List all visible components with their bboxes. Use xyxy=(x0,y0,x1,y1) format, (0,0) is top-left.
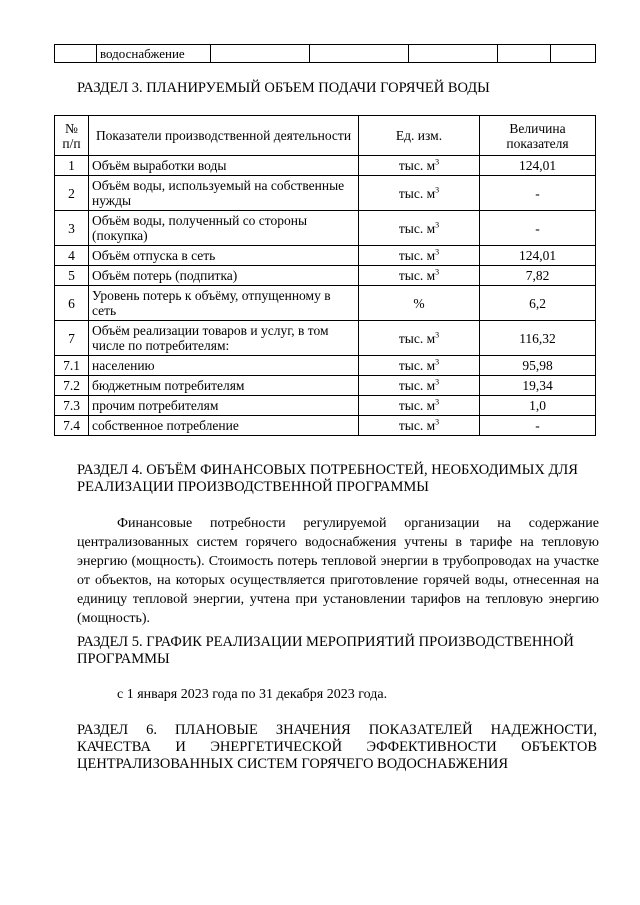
unit-superscript: 3 xyxy=(435,417,440,427)
row-value: 19,34 xyxy=(480,376,596,396)
row-unit xyxy=(359,321,480,356)
row-value: 6,2 xyxy=(480,286,596,321)
row-unit xyxy=(359,416,480,436)
row-unit xyxy=(359,396,480,416)
unit-text: тыс. м xyxy=(398,268,436,283)
row-unit xyxy=(359,376,480,396)
row-num: 7.3 xyxy=(55,396,89,416)
table-header-row xyxy=(55,116,596,156)
row-value: 1,0 xyxy=(480,396,596,416)
row-name: Объём реализации товаров и услуг, в том числе по потребителям: xyxy=(89,321,359,356)
row-num: 7.2 xyxy=(55,376,89,396)
row-num: 7 xyxy=(55,321,89,356)
row-num: 4 xyxy=(55,246,89,266)
section3-title: РАЗДЕЛ 3. ПЛАНИРУЕМЫЙ ОБЪЕМ ПОДАЧИ ГОРЯЧЕЙ ВОДЫ xyxy=(77,80,490,96)
row-name: Объём потерь (подпитка) xyxy=(89,266,359,286)
row-value: 124,01 xyxy=(480,246,596,266)
row-name: Уровень потерь к объёму, отпущенному в сеть xyxy=(89,286,359,321)
row-name: собственное потребление xyxy=(89,416,359,436)
row-num: 3 xyxy=(55,211,89,246)
row-num: 1 xyxy=(55,156,89,176)
table-row xyxy=(55,266,596,286)
unit-superscript: 3 xyxy=(435,377,440,387)
unit-text: тыс. м xyxy=(398,398,436,413)
table-row xyxy=(55,286,596,321)
unit-text: тыс. м xyxy=(398,418,436,433)
table-cell xyxy=(409,45,498,63)
row-unit xyxy=(359,246,480,266)
row-name: Объём выработки воды xyxy=(89,156,359,176)
unit-text: тыс. м xyxy=(398,378,436,393)
row-value: 124,01 xyxy=(480,156,596,176)
table-row xyxy=(55,416,596,436)
table-row xyxy=(55,376,596,396)
header-value: Величина показателя xyxy=(480,116,596,156)
unit-text: тыс. м xyxy=(398,358,436,373)
table-row xyxy=(55,176,596,211)
header-name: Показатели производственной деятельности xyxy=(89,116,359,156)
row-name: населению xyxy=(89,356,359,376)
header-unit: Ед. изм. xyxy=(359,116,480,156)
unit-text: тыс. м xyxy=(398,248,436,263)
table-row xyxy=(55,211,596,246)
table-cell xyxy=(498,45,551,63)
header-num: № п/п xyxy=(55,116,89,156)
table-row xyxy=(55,246,596,266)
row-value: 7,82 xyxy=(480,266,596,286)
table-row xyxy=(55,45,596,63)
unit-superscript: 3 xyxy=(435,267,440,277)
row-num: 7.1 xyxy=(55,356,89,376)
unit-text: тыс. м xyxy=(398,185,436,201)
unit-superscript: 3 xyxy=(435,357,440,367)
unit-superscript: 3 xyxy=(435,247,440,257)
table-body xyxy=(55,156,596,436)
row-value: - xyxy=(480,176,596,211)
section4-text: Финансовые потребности регулируемой организации на содержание централизованных систем горячего водоснабжения учтены в тарифе на тепловую энергию (мощность). Стоимость потерь тепловой энергии в трубопроводах на участке от объектов, на которых осуществляется приготовление горячей воды, отнесенная на единицу тепловой энергии, учтена при установлении тарифов на тепловую энергию (мощность). xyxy=(77,516,599,626)
row-unit xyxy=(359,266,480,286)
unit-superscript: 3 xyxy=(435,330,440,339)
unit-text: тыс. м xyxy=(398,330,436,346)
table-row xyxy=(55,396,596,416)
row-value: - xyxy=(480,211,596,246)
unit-superscript: 3 xyxy=(435,397,440,407)
row-name: прочим потребителям xyxy=(89,396,359,416)
unit-text: тыс. м xyxy=(398,220,436,236)
unit-text: тыс. м xyxy=(398,158,436,173)
unit-superscript: 3 xyxy=(435,185,440,194)
row-num: 7.4 xyxy=(55,416,89,436)
section6-title: РАЗДЕЛ 6. ПЛАНОВЫЕ ЗНАЧЕНИЯ ПОКАЗАТЕЛЕЙ НАДЕЖНОСТИ, КАЧЕСТВА И ЭНЕРГЕТИЧЕСКОЙ ЭФФЕКТИВНОСТИ ОБЪЕКТОВ ЦЕНТРАЛИЗОВАННЫХ СИСТЕМ ГОРЯЧЕГО ВОДОСНАБЖЕНИЯ xyxy=(77,722,597,772)
section5-text: с 1 января 2023 года по 31 декабря 2023 года. xyxy=(117,687,388,702)
table-cell xyxy=(310,45,409,63)
row-unit xyxy=(359,286,480,321)
table-cell: водоснабжение xyxy=(97,45,211,63)
table-row xyxy=(55,356,596,376)
section5-title: РАЗДЕЛ 5. ГРАФИК РЕАЛИЗАЦИИ МЕРОПРИЯТИЙ ПРОИЗВОДСТВЕННОЙ ПРОГРАММЫ xyxy=(77,634,574,667)
unit-superscript: 3 xyxy=(435,157,440,167)
table-cell xyxy=(551,45,596,63)
table-row xyxy=(55,321,596,356)
row-name: бюджетным потребителям xyxy=(89,376,359,396)
table-row xyxy=(55,156,596,176)
row-num: 2 xyxy=(55,176,89,211)
unit-text: % xyxy=(413,295,425,311)
row-unit xyxy=(359,156,480,176)
row-value: 95,98 xyxy=(480,356,596,376)
table-cell xyxy=(211,45,310,63)
row-num: 6 xyxy=(55,286,89,321)
table-cell xyxy=(55,45,97,63)
row-name: Объём воды, используемый на собственные нужды xyxy=(89,176,359,211)
continued-table-row xyxy=(54,44,596,63)
water-supply-table xyxy=(54,115,596,436)
row-value: 116,32 xyxy=(480,321,596,356)
row-name: Объём воды, полученный со стороны (покупка) xyxy=(89,211,359,246)
row-value: - xyxy=(480,416,596,436)
row-unit xyxy=(359,176,480,211)
row-unit xyxy=(359,356,480,376)
row-name: Объём отпуска в сеть xyxy=(89,246,359,266)
row-unit xyxy=(359,211,480,246)
section4-title: РАЗДЕЛ 4. ОБЪЁМ ФИНАНСОВЫХ ПОТРЕБНОСТЕЙ, НЕОБХОДИМЫХ ДЛЯ РЕАЛИЗАЦИИ ПРОИЗВОДСТВЕННОЙ ПРОГРАММЫ xyxy=(77,462,578,495)
unit-superscript: 3 xyxy=(435,220,440,229)
row-num: 5 xyxy=(55,266,89,286)
